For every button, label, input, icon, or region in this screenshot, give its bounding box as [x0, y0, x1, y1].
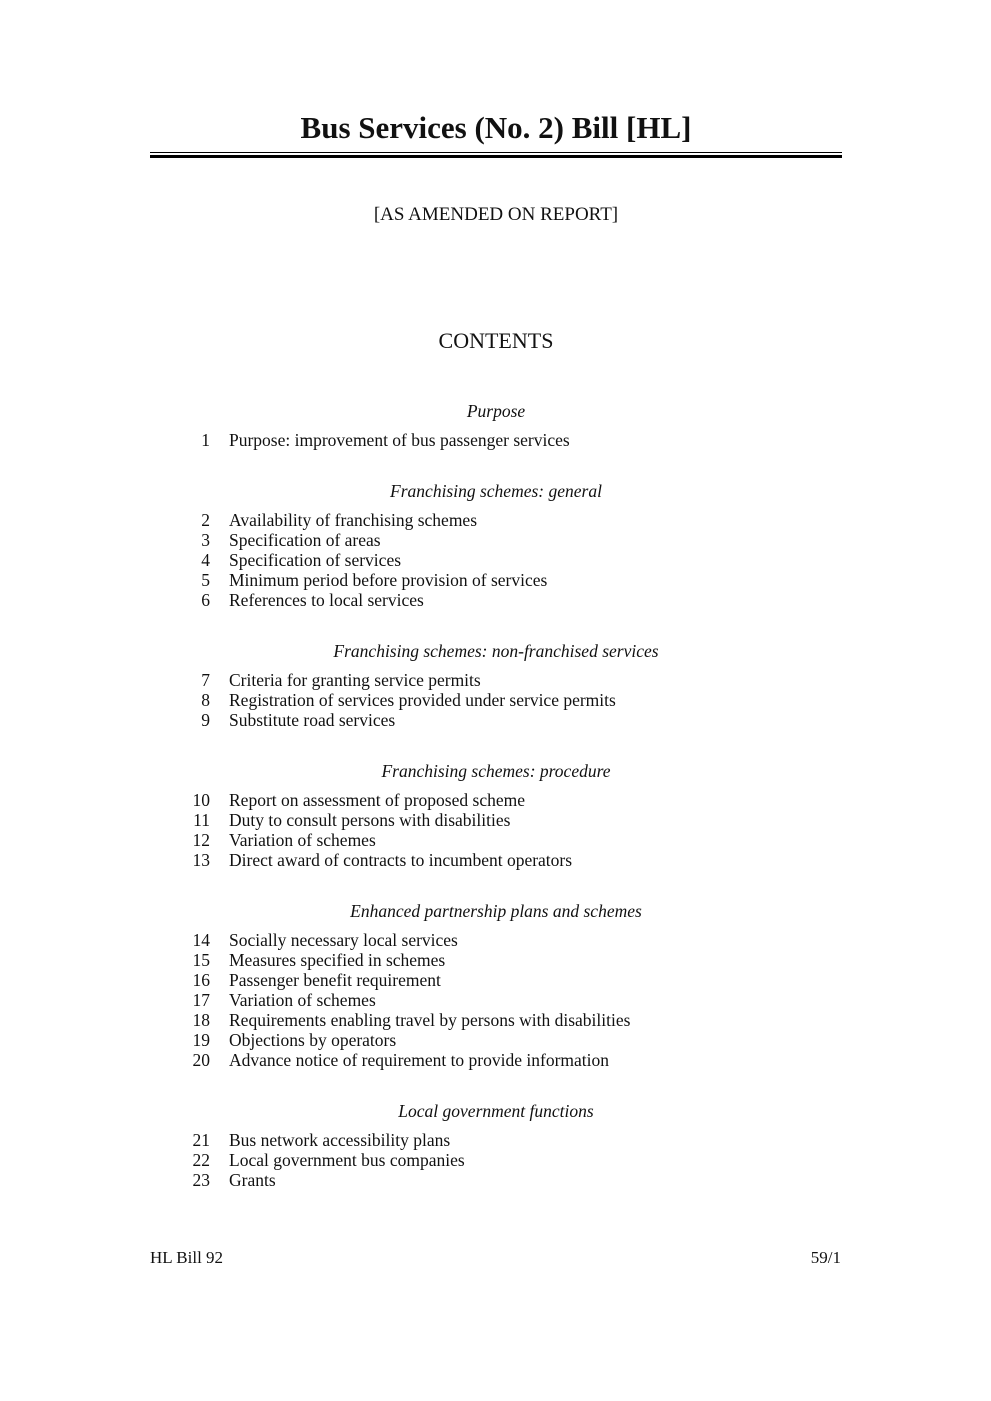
entry-title: Local government bus companies — [229, 1150, 465, 1170]
entry-number: 5 — [201, 570, 210, 590]
contents-heading: CONTENTS — [438, 328, 554, 353]
toc-entry[interactable] — [150, 550, 842, 570]
toc-section-enhanced-partnership — [150, 900, 842, 1070]
toc-entry[interactable] — [150, 930, 842, 950]
entry-title: Criteria for granting service permits — [229, 670, 481, 690]
title-rule-thin — [150, 152, 842, 153]
page-reference: 59/1 — [810, 1248, 841, 1267]
entry-title: Objections by operators — [229, 1030, 397, 1050]
entry-title: Passenger benefit requirement — [229, 970, 441, 990]
entry-title: Variation of schemes — [229, 830, 376, 850]
toc-entry[interactable] — [150, 430, 842, 450]
entry-title: Purpose: improvement of bus passenger services — [229, 430, 570, 450]
entry-number: 12 — [192, 830, 210, 850]
section-heading: Franchising schemes: general — [390, 481, 602, 501]
entry-title: Minimum period before provision of services — [229, 570, 548, 590]
toc-entry[interactable] — [150, 1050, 842, 1070]
entry-number: 3 — [201, 530, 210, 550]
entry-number: 17 — [192, 990, 210, 1010]
entry-title: Bus network accessibility plans — [229, 1130, 451, 1150]
bill-number: HL Bill 92 — [150, 1248, 224, 1267]
entry-number: 15 — [192, 950, 210, 970]
entry-title: Substitute road services — [229, 710, 396, 730]
toc-entry[interactable] — [150, 830, 842, 850]
toc-entry[interactable] — [150, 950, 842, 970]
section-heading: Local government functions — [398, 1101, 594, 1121]
toc-entry[interactable] — [150, 990, 842, 1010]
entry-title: Socially necessary local services — [229, 930, 458, 950]
entry-number: 9 — [201, 710, 210, 730]
toc-entry[interactable] — [150, 590, 842, 610]
toc-entry[interactable] — [150, 570, 842, 590]
entry-number: 19 — [192, 1030, 210, 1050]
toc-entry[interactable] — [150, 1150, 842, 1170]
entry-title: Direct award of contracts to incumbent operators — [229, 850, 573, 870]
entry-title: Advance notice of requirement to provide information — [229, 1050, 610, 1070]
section-heading: Franchising schemes: procedure — [381, 761, 611, 781]
entry-number: 11 — [193, 810, 210, 830]
entry-number: 21 — [192, 1130, 210, 1150]
entry-number: 13 — [192, 850, 210, 870]
entry-number: 6 — [201, 590, 210, 610]
entry-number: 16 — [192, 970, 210, 990]
title-rule-thick — [150, 155, 842, 158]
entry-number: 20 — [192, 1050, 210, 1070]
toc-entry[interactable] — [150, 670, 842, 690]
toc-section-franchising-procedure — [150, 760, 842, 870]
toc-entry[interactable] — [150, 1130, 842, 1150]
entry-title: Registration of services provided under service permits — [229, 690, 616, 710]
entry-number: 18 — [192, 1010, 210, 1030]
toc-entry[interactable] — [150, 790, 842, 810]
entry-title: Variation of schemes — [229, 990, 376, 1010]
section-heading: Franchising schemes: non-franchised services — [333, 641, 659, 661]
toc-entry[interactable] — [150, 1010, 842, 1030]
entry-number: 14 — [192, 930, 210, 950]
entry-title: Report on assessment of proposed scheme — [229, 790, 525, 810]
entry-number: 10 — [192, 790, 210, 810]
entry-title: References to local services — [229, 590, 424, 610]
entry-title: Measures specified in schemes — [229, 950, 446, 970]
section-heading: Purpose — [466, 401, 526, 421]
toc-entry[interactable] — [150, 810, 842, 830]
entry-number: 1 — [201, 430, 210, 450]
toc-entry[interactable] — [150, 530, 842, 550]
toc-section-franchising-non-franchised — [150, 640, 842, 730]
entry-number: 2 — [201, 510, 210, 530]
table-of-contents — [150, 400, 842, 1190]
toc-entry[interactable] — [150, 1030, 842, 1050]
section-heading: Enhanced partnership plans and schemes — [350, 901, 642, 921]
toc-entry[interactable] — [150, 1170, 842, 1190]
toc-entry[interactable] — [150, 510, 842, 530]
toc-entry[interactable] — [150, 970, 842, 990]
toc-entry[interactable] — [150, 710, 842, 730]
document-title: Bus Services (No. 2) Bill [HL] — [300, 110, 692, 145]
entry-title: Duty to consult persons with disabilities — [229, 810, 511, 830]
entry-number: 8 — [201, 690, 210, 710]
entry-title: Availability of franchising schemes — [229, 510, 478, 530]
entry-number: 22 — [192, 1150, 210, 1170]
toc-section-franchising-general — [150, 480, 842, 610]
toc-section-local-government — [150, 1100, 842, 1190]
toc-entry[interactable] — [150, 690, 842, 710]
entry-title: Specification of areas — [229, 530, 381, 550]
entry-number: 4 — [201, 550, 210, 570]
entry-title: Specification of services — [229, 550, 402, 570]
entry-number: 7 — [201, 670, 210, 690]
entry-title: Requirements enabling travel by persons with disabilities — [229, 1010, 631, 1030]
toc-entry[interactable] — [150, 850, 842, 870]
document-subtitle: [AS AMENDED ON REPORT] — [373, 204, 619, 225]
toc-section-purpose — [150, 400, 842, 450]
entry-title: Grants — [229, 1170, 276, 1190]
entry-number: 23 — [192, 1170, 210, 1190]
